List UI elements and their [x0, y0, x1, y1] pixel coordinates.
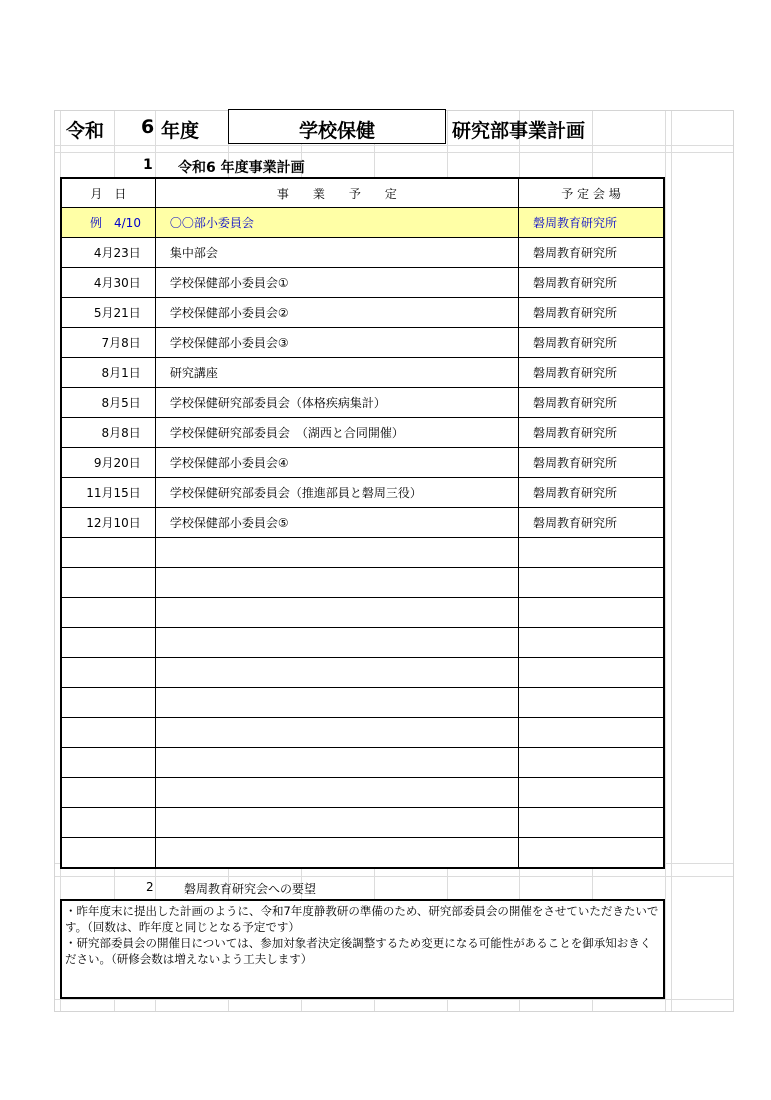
table-row	[61, 808, 664, 838]
table-row	[61, 388, 664, 418]
venue-cell: 磐周教育研究所	[519, 298, 664, 328]
date-cell	[61, 838, 155, 869]
section1-title: 令和6 年度事業計画	[178, 160, 305, 176]
venue-cell: 磐周教育研究所	[519, 328, 664, 358]
venue-cell	[519, 628, 664, 658]
table-row	[61, 328, 664, 358]
venue-cell: 磐周教育研究所	[519, 208, 664, 238]
event-cell: 〇〇部小委員会	[155, 208, 518, 238]
event-cell: 学校保健部小委員会①	[155, 268, 518, 298]
venue-cell	[519, 538, 664, 568]
date-cell: 4月30日	[61, 268, 155, 298]
header-nendo: 年度	[161, 120, 200, 142]
header-year: 6	[141, 116, 155, 138]
event-cell	[155, 628, 518, 658]
date-cell: 12月10日	[61, 508, 155, 538]
event-cell: 集中部会	[155, 238, 518, 268]
date-cell: 8月8日	[61, 418, 155, 448]
date-cell: 8月5日	[61, 388, 155, 418]
event-cell: 学校保健部小委員会②	[155, 298, 518, 328]
event-cell	[155, 748, 518, 778]
table-row	[61, 238, 664, 268]
venue-cell: 磐周教育研究所	[519, 238, 664, 268]
date-cell: 5月21日	[61, 298, 155, 328]
table-row	[61, 568, 664, 598]
venue-cell: 磐周教育研究所	[519, 358, 664, 388]
section1-number: 1	[143, 157, 153, 173]
grid-line	[55, 876, 733, 877]
date-cell: 4月23日	[61, 238, 155, 268]
table-row	[61, 748, 664, 778]
venue-cell	[519, 748, 664, 778]
event-cell	[155, 688, 518, 718]
event-cell	[155, 568, 518, 598]
header-section: 学校保健	[298, 120, 375, 142]
venue-cell: 磐周教育研究所	[519, 448, 664, 478]
event-cell: 学校保健研究部委員会 （湖西と合同開催）	[155, 418, 518, 448]
grid-line	[55, 152, 733, 153]
column-header-date: 月 日	[61, 178, 155, 208]
date-cell: 11月15日	[61, 478, 155, 508]
event-cell: 学校保健研究部委員会（体格疾病集計）	[155, 388, 518, 418]
venue-cell	[519, 598, 664, 628]
venue-cell: 磐周教育研究所	[519, 478, 664, 508]
date-cell: 9月20日	[61, 448, 155, 478]
date-cell	[61, 748, 155, 778]
venue-cell	[519, 568, 664, 598]
event-cell	[155, 658, 518, 688]
event-cell: 学校保健部小委員会③	[155, 328, 518, 358]
table-row	[61, 298, 664, 328]
table-row	[61, 448, 664, 478]
grid-line	[55, 999, 733, 1000]
venue-cell	[519, 808, 664, 838]
request-box	[60, 899, 665, 999]
event-cell: 学校保健研究部委員会（推進部員と磐周三役）	[155, 478, 518, 508]
event-cell	[155, 838, 518, 869]
table-row	[61, 418, 664, 448]
section2-title: 磐周教育研究会への要望	[184, 882, 317, 896]
date-cell	[61, 658, 155, 688]
event-cell	[155, 598, 518, 628]
event-cell: 学校保健部小委員会④	[155, 448, 518, 478]
event-cell: 研究講座	[155, 358, 518, 388]
table-row	[61, 778, 664, 808]
grid-line	[55, 145, 733, 146]
table-row	[61, 268, 664, 298]
table-row	[61, 658, 664, 688]
venue-cell	[519, 838, 664, 869]
date-cell	[61, 538, 155, 568]
date-cell	[61, 718, 155, 748]
date-cell	[61, 598, 155, 628]
table-row	[61, 358, 664, 388]
event-cell	[155, 538, 518, 568]
request-line: ・昨年度末に提出した計画のように、令和7年度静教研の準備のため、研究部委員会の開催をさせていただきたいです。（回数は、昨年度と同じとなる予定です）	[65, 904, 659, 934]
table-row	[61, 598, 664, 628]
section2-number: 2	[146, 880, 154, 894]
venue-cell	[519, 718, 664, 748]
date-cell: 8月1日	[61, 358, 155, 388]
venue-cell: 磐周教育研究所	[519, 388, 664, 418]
header-era: 令和	[66, 120, 105, 142]
event-cell	[155, 778, 518, 808]
table-header-row	[61, 178, 664, 208]
venue-cell	[519, 688, 664, 718]
example-row	[61, 208, 664, 238]
table-row	[61, 718, 664, 748]
date-cell	[61, 568, 155, 598]
date-cell	[61, 808, 155, 838]
venue-cell	[519, 658, 664, 688]
event-cell	[155, 808, 518, 838]
table-row	[61, 838, 664, 869]
column-header-venue: 予 定 会 場	[519, 178, 664, 208]
venue-cell: 磐周教育研究所	[519, 508, 664, 538]
table-row	[61, 538, 664, 568]
venue-cell	[519, 778, 664, 808]
event-cell: 学校保健部小委員会⑤	[155, 508, 518, 538]
schedule-table	[60, 177, 665, 869]
venue-cell: 磐周教育研究所	[519, 268, 664, 298]
date-cell: 例 4/10	[61, 208, 155, 238]
column-header-event: 事 業 予 定	[155, 178, 518, 208]
date-cell	[61, 778, 155, 808]
date-cell	[61, 688, 155, 718]
venue-cell: 磐周教育研究所	[519, 418, 664, 448]
table-row	[61, 508, 664, 538]
table-row	[61, 688, 664, 718]
table-row	[61, 478, 664, 508]
date-cell: 7月8日	[61, 328, 155, 358]
header-plan-title: 研究部事業計画	[452, 120, 586, 142]
request-line: ・研究部委員会の開催日については、参加対象者決定後調整するため変更になる可能性があることを御承知おきください。（研修会数は増えないよう工夫します）	[65, 936, 652, 966]
date-cell	[61, 628, 155, 658]
table-row	[61, 628, 664, 658]
event-cell	[155, 718, 518, 748]
